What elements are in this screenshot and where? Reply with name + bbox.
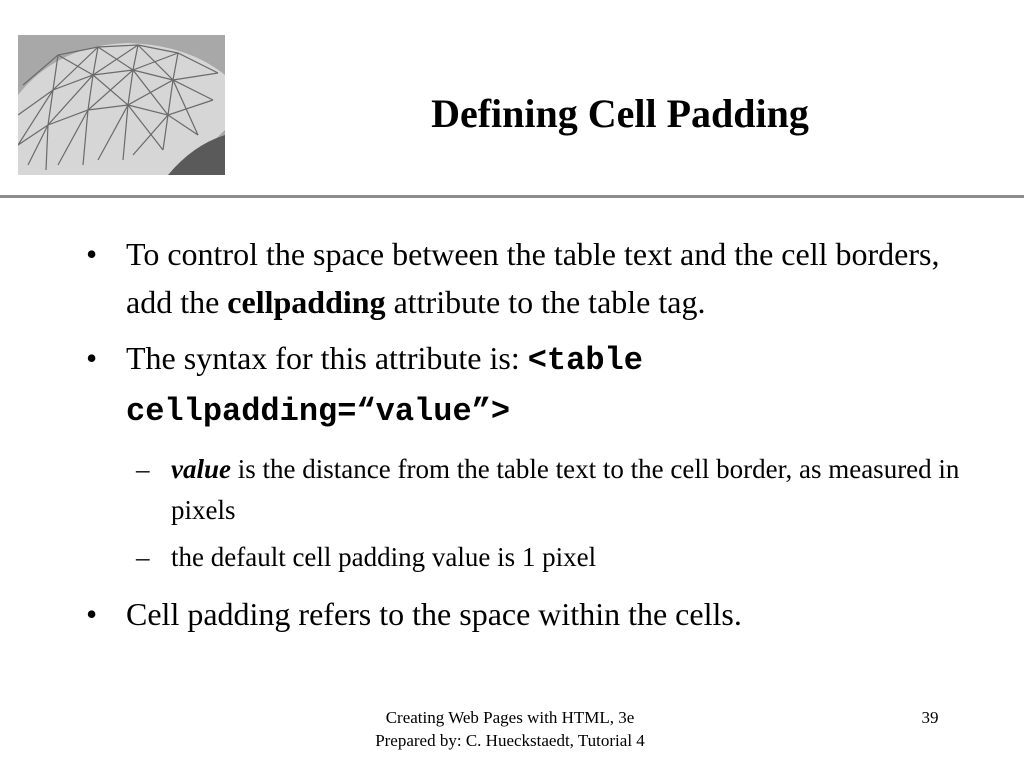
- bullet-text: attribute to the table tag.: [385, 284, 706, 320]
- code-snippet: <table cellpadding=“value”>: [126, 342, 643, 430]
- slide-content: [84, 230, 984, 638]
- bullet-marker: •: [86, 596, 98, 632]
- bullet-text: The syntax for this attribute is:: [126, 340, 528, 376]
- slide-footer: [300, 706, 720, 752]
- dash-marker: –: [136, 454, 150, 484]
- geodesic-dome-icon: [18, 35, 225, 175]
- sub-bullet-text: the default cell padding value is 1 pixel: [171, 542, 597, 572]
- sub-bullet-text: is the distance from the table text to the cell border, as measured in pixels: [171, 454, 960, 525]
- footer-author: Prepared by: C. Hueckstaedt, Tutorial 4: [375, 731, 645, 750]
- title-divider: [0, 195, 1024, 198]
- bullet-bold-term: cellpadding: [227, 284, 386, 320]
- bullet-item-cell-padding-meaning: [84, 590, 984, 638]
- bullet-text: To control the space between the table text and the cell borders, add the: [126, 236, 940, 320]
- bullet-marker: •: [86, 340, 98, 376]
- dome-logo-image: [18, 35, 225, 175]
- bullet-item-syntax: [84, 334, 984, 436]
- slide-title: Defining Cell Padding: [431, 91, 809, 136]
- bullet-item-cellpadding-intro: [84, 230, 984, 326]
- page-number: 39: [921, 708, 939, 727]
- dash-marker: –: [136, 542, 150, 572]
- sub-bullet-default-value: [84, 537, 984, 578]
- sub-bullet-value-definition: [84, 449, 984, 531]
- emphasized-term: value: [171, 454, 231, 484]
- footer-book-title: Creating Web Pages with HTML, 3e: [385, 708, 635, 727]
- bullet-marker: •: [86, 236, 98, 272]
- bullet-text: Cell padding refers to the space within the cells.: [126, 596, 742, 632]
